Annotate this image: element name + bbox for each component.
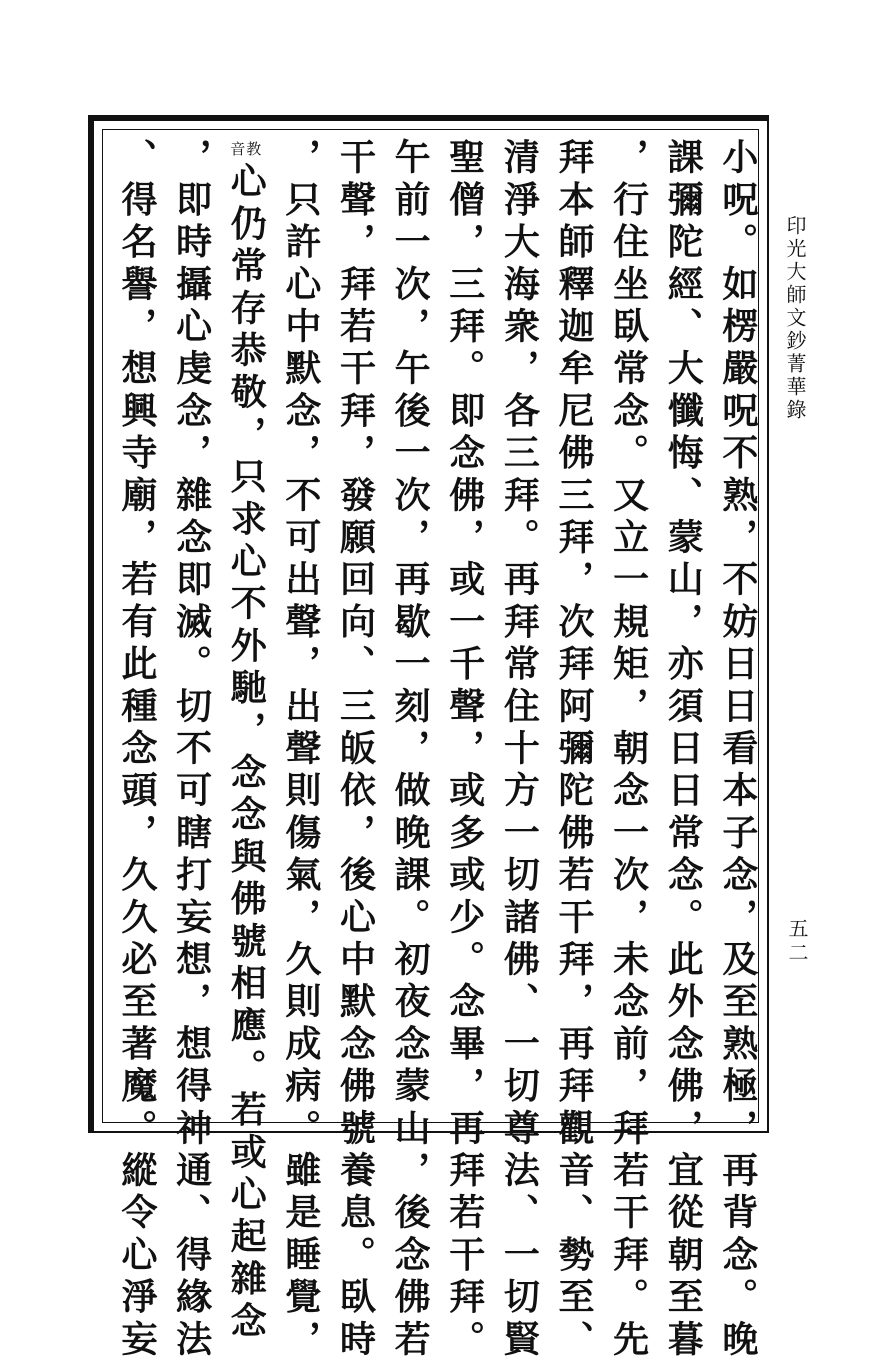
text-column-4 (549, 138, 599, 1362)
text-column-9 (276, 138, 326, 1362)
text-body (110, 138, 765, 1362)
text-column-10 (221, 138, 271, 1344)
running-title: 印光大師文鈔菁華錄 (783, 215, 807, 422)
text-column-7 (385, 138, 435, 1362)
margin-note: 音教 (230, 140, 263, 158)
text-column-3 (604, 138, 654, 1362)
text-line: 干聲，拜若干拜，發願回向、三皈依，後心中默念佛號養息。臥時 (334, 138, 377, 1362)
text-column-1 (713, 138, 763, 1362)
text-line: 清淨大海衆，各三拜。再拜常住十方一切諸佛、一切尊法、一切賢 (498, 138, 541, 1362)
text-column-6 (440, 138, 490, 1362)
text-line: ，行住坐臥常念。又立一規矩，朝念一次，未念前，拜若干拜。先 (607, 138, 650, 1362)
text-column-2 (658, 138, 708, 1362)
text-column-11 (167, 138, 217, 1362)
text-column-8 (331, 138, 381, 1362)
text-line: 小呪。如楞嚴呪不熟，不妨日日看本子念，及至熟極，再背念。晚 (716, 138, 759, 1362)
text-line: 、得名譽，想興寺廟，若有此種念頭，久久必至著魔。縱令心淨妄 (116, 138, 158, 1362)
text-line: ，只許心中默念，不可出聲，出聲則傷氣，久則成病。雖是睡覺， (279, 138, 322, 1362)
text-line: ，即時攝心虔念，雜念即滅。切不可瞎打妄想，想得神通、得緣法 (170, 138, 213, 1362)
text-line: 午前一次，午後一次，再歇一刻，做晚課。初夜念蒙山，後念佛若 (389, 138, 432, 1362)
page-number: 五二 (785, 918, 809, 966)
text-column-5 (494, 138, 544, 1362)
text-line: 心仍常存恭敬，只求心不外馳，念念與佛號相應。若或心起雜念 (225, 162, 268, 1344)
text-line: 拜本師釋迦牟尼佛三拜，次拜阿彌陀佛若干拜，再拜觀音、勢至、 (553, 138, 595, 1362)
text-line: 課彌陀經、大懺悔、蒙山，亦須日日常念。此外念佛，宜從朝至暮 (662, 138, 705, 1362)
text-column-12 (112, 138, 162, 1362)
text-line: 聖僧，三拜。即念佛，或一千聲，或多或少。念畢，再拜若干拜。 (443, 138, 486, 1362)
